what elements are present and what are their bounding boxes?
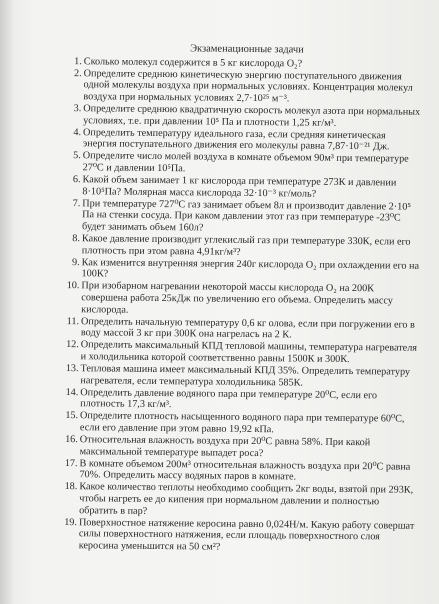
task-text: Как изменится внутренняя энергия 240г кислорода O₂ при охлаждении его на 100К? bbox=[81, 256, 420, 280]
task-item bbox=[59, 316, 419, 343]
task-number: 4. bbox=[73, 126, 82, 138]
task-number: 1. bbox=[74, 55, 82, 67]
task-number: 3. bbox=[73, 103, 82, 115]
task-item bbox=[60, 198, 420, 237]
task-number: 13. bbox=[65, 363, 79, 375]
task-text: Определить температуру идеального газа, если средняя кинетическая энергия поступательного движения его молекулы равна 7,87·10⁻²¹ Дж. bbox=[82, 126, 390, 153]
task-text: В комнате объемом 200м³ относительная влажность воздуха при 20⁰С равна 70%. Определить массу водяных паров в комнате. bbox=[79, 457, 411, 483]
task-text: Определите среднюю квадратичную скорость молекул азота при нормальных условиях, т.е. при давлении 10⁵ Па и плотности 1,25 кг/м³. bbox=[83, 103, 421, 129]
task-number: 10. bbox=[66, 280, 80, 292]
task-text: Какой объем занимает 1 кг кислорода при температуре 273К и давлении 8·10⁵Па? Молярная масса кислорода 32·10⁻³ кг/моль? bbox=[82, 174, 397, 200]
task-item bbox=[58, 410, 418, 437]
task-text: Какое давление производит углекислый газ при температуре 330К, если его плотность при этом равна 4,91кг/м³? bbox=[81, 233, 411, 258]
task-text: Определить максимальный КПД тепловой машины, температура нагревателя и холодильника которой соответственно равны 1500К и 300К. bbox=[80, 339, 418, 365]
task-text: При температуре 727⁰С газ занимает объем 8л и производит давление 2·10⁵ Па на стенки сосуда. При каком давлении этот газ при температуре -23⁰С будет занимать объем 160л? bbox=[82, 197, 411, 234]
task-item bbox=[59, 280, 419, 319]
task-item bbox=[58, 434, 418, 461]
task-item bbox=[61, 103, 421, 130]
task-number: 11. bbox=[66, 315, 80, 327]
task-list bbox=[57, 56, 422, 556]
document-body bbox=[57, 42, 422, 556]
task-text: Определите число молей воздуха в комнате объемом 90м³ при температуре 27⁰С и давлении 10⁵Па. bbox=[82, 150, 409, 175]
task-item bbox=[61, 150, 421, 177]
task-number: 12. bbox=[66, 339, 79, 351]
task-item bbox=[58, 363, 418, 390]
task-text: Какое количество теплоты необходимо сообщить 2кг воды, взятой при 293К, чтобы нагреть ее до кипения при нормальном давлении и полностью обратить в пар? bbox=[79, 481, 414, 517]
task-text: Определите плотность насыщенного водяного пара при температуре 60⁰С, если его давление при этом равно 19,92 кПа. bbox=[79, 410, 405, 436]
task-item bbox=[58, 387, 418, 414]
task-number: 17. bbox=[64, 457, 78, 469]
task-number: 18. bbox=[64, 481, 78, 493]
task-text: Поверхностное натяжение керосина равно 0,024Н/м. Какую работу совершат силы поверхностного натяжения, если площадь поверхностного слоя керосина уменьшится на 50 см²? bbox=[78, 516, 415, 553]
task-text: Определите среднюю кинетическую энергию поступательного движения одной молекулы воздуха при нормальных условиях. Концентрация молекул воздуха при нормальных условиях 2,7·10²⁵ м⁻³. bbox=[83, 67, 413, 105]
document-title: Экзаменационные задачи bbox=[190, 43, 304, 56]
task-text: Сколько молекул содержится в 5 кг кислорода O₂? bbox=[83, 55, 303, 70]
task-text: Определить давление водяного пара при температуре 20⁰С, если его плотность 17,3 кг/м³. bbox=[80, 386, 378, 411]
task-item bbox=[61, 68, 421, 107]
task-number: 6. bbox=[72, 174, 81, 186]
task-number: 19. bbox=[64, 516, 78, 528]
task-item bbox=[60, 233, 420, 260]
task-number: 5. bbox=[73, 150, 81, 162]
task-text: Тепловая машина имеет максимальный КПД 35%. Определить температуру нагревателя, если температура холодильника 585К. bbox=[80, 363, 411, 389]
task-text: Относительная влажность воздуха при 20⁰С равна 58%. При какой максимальной температуре выпадет роса? bbox=[79, 434, 371, 459]
task-item bbox=[60, 174, 420, 201]
task-item bbox=[59, 339, 419, 366]
task-item bbox=[61, 127, 421, 154]
task-number: 15. bbox=[65, 410, 79, 422]
task-number: 8. bbox=[72, 233, 80, 245]
task-number: 7. bbox=[72, 197, 81, 209]
task-number: 2. bbox=[73, 67, 82, 79]
task-item bbox=[57, 481, 417, 520]
task-text: При изобарном нагревании некоторой массы кислорода O₂ на 200К совершена работа 25кДж по увеличению его объема. Определить массу кислорода. bbox=[81, 280, 393, 316]
task-number: 14. bbox=[65, 386, 79, 398]
task-number: 9. bbox=[71, 256, 80, 268]
task-text: Определить начальную температуру 0,6 кг олова, если при погружении его в воду массой 3 кг при 300К она нагреласъ на 2 К. bbox=[80, 315, 415, 341]
task-item bbox=[57, 517, 417, 556]
task-item bbox=[57, 458, 417, 485]
page-edge-shadow bbox=[0, 0, 14, 604]
task-number: 16. bbox=[65, 434, 78, 446]
task-item bbox=[60, 257, 420, 284]
